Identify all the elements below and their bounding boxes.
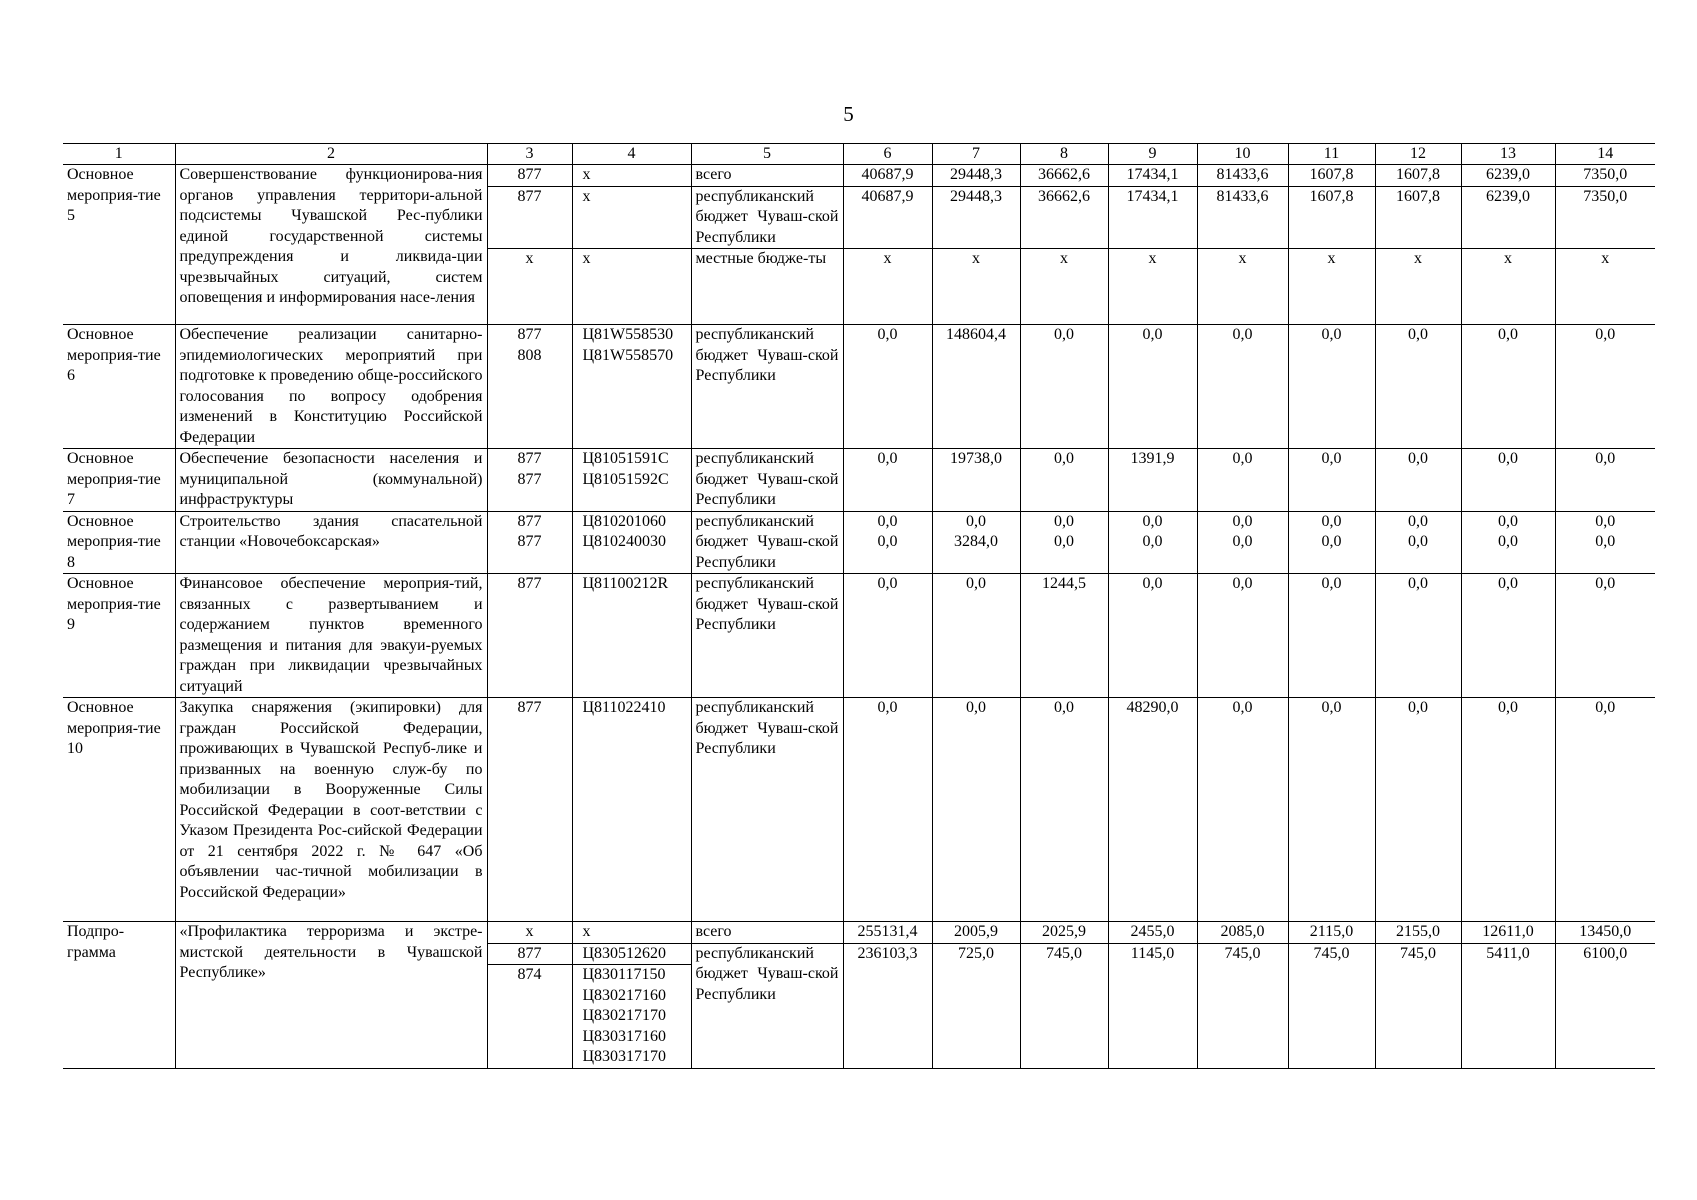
value-cell: x	[1375, 249, 1461, 325]
value-cell: 19738,0	[932, 449, 1020, 512]
value-cell: x	[1288, 249, 1375, 325]
table-row	[63, 449, 1655, 512]
budget-table	[63, 143, 1655, 1069]
header-cell: 1	[63, 144, 175, 165]
value-cell: 0,0	[1108, 325, 1197, 449]
header-cell: 12	[1375, 144, 1461, 165]
header-cell: 11	[1288, 144, 1375, 165]
value-cell: 0,0	[1020, 449, 1108, 512]
code-cell: 877 877	[487, 511, 572, 574]
table-row	[63, 922, 1655, 944]
code-cell: Ц811022410	[572, 698, 691, 922]
value-cell: 0,0	[1288, 325, 1375, 449]
value-cell: 0,0 0,0	[1020, 511, 1108, 574]
source-cell: республиканский бюджет Чуваш-ской Республики	[691, 186, 843, 249]
value-cell: 2155,0	[1375, 922, 1461, 944]
value-cell: 255131,4	[843, 922, 932, 944]
value-cell: x	[1197, 249, 1288, 325]
row-name: Совершенствование функционирова-ния органов управления территори-альной подсистемы Чувашской Рес-публики единой государственной системы предупреждения и ликвида-ции чрезвычайных ситуаций, систем оповещения и информирования насе-ления	[175, 165, 487, 325]
row-name: Закупка снаряжения (экипировки) для граждан Российской Федерации, проживающих в Чувашской Респуб-лике и призванных на военную служ-бу по мобилизации в Вооруженные Силы Российской Федерации в соот-ветствии с Указом Президента Рос-сийской Федерации от 21 сентября 2022 г. № 647 «Об объявлении час-тичной мобилизации в Российской Федерации»	[175, 698, 487, 922]
row-label: Основное мероприя-тие 5	[63, 165, 175, 325]
code-cell: 877 877	[487, 449, 572, 512]
value-cell: 0,0	[1461, 698, 1555, 922]
table-row	[63, 574, 1655, 698]
value-cell: 36662,6	[1020, 165, 1108, 187]
code-cell: x	[572, 165, 691, 187]
value-cell: 6239,0	[1461, 165, 1555, 187]
header-cell: 9	[1108, 144, 1197, 165]
row-name: Обеспечение реализации санитарно-эпидемиологических мероприятий при подготовке к проведению обще-российского голосования по вопросу одобрения изменений в Конституцию Российской Федерации	[175, 325, 487, 449]
value-cell: 2115,0	[1288, 922, 1375, 944]
value-cell: 0,0 0,0	[1197, 511, 1288, 574]
source-cell: республиканский бюджет Чуваш-ской Республики	[691, 511, 843, 574]
value-cell: 0,0	[1197, 698, 1288, 922]
code-cell: Ц830512620	[572, 943, 691, 965]
value-cell: 0,0	[1375, 449, 1461, 512]
value-cell: 0,0 0,0	[1375, 511, 1461, 574]
value-cell: 1244,5	[1020, 574, 1108, 698]
value-cell: 0,0	[932, 698, 1020, 922]
header-cell: 13	[1461, 144, 1555, 165]
value-cell: 40687,9	[843, 165, 932, 187]
value-cell: 745,0	[1288, 943, 1375, 1068]
value-cell: 1607,8	[1375, 186, 1461, 249]
value-cell: 0,0	[1555, 698, 1655, 922]
value-cell: 0,0	[1555, 325, 1655, 449]
table-row	[63, 698, 1655, 922]
value-cell: 6100,0	[1555, 943, 1655, 1068]
source-cell: республиканский бюджет Чуваш-ской Республики	[691, 698, 843, 922]
value-cell: 0,0 0,0	[843, 511, 932, 574]
value-cell: 148604,4	[932, 325, 1020, 449]
row-name: Строительство здания спасательной станции «Новочебоксарская»	[175, 511, 487, 574]
value-cell: x	[1461, 249, 1555, 325]
header-cell: 7	[932, 144, 1020, 165]
value-cell: 17434,1	[1108, 165, 1197, 187]
code-cell: Ц81W558530 Ц81W558570	[572, 325, 691, 449]
value-cell: 1391,9	[1108, 449, 1197, 512]
value-cell: 0,0	[1461, 574, 1555, 698]
source-cell: республиканский бюджет Чуваш-ской Республики	[691, 943, 843, 1068]
value-cell: 12611,0	[1461, 922, 1555, 944]
source-cell: всего	[691, 922, 843, 944]
code-cell: x	[487, 249, 572, 325]
value-cell: 0,0	[1288, 449, 1375, 512]
table-row	[63, 325, 1655, 449]
header-cell: 10	[1197, 144, 1288, 165]
value-cell: 0,0	[1375, 698, 1461, 922]
value-cell: 0,0	[1108, 574, 1197, 698]
header-cell: 8	[1020, 144, 1108, 165]
value-cell: 0,0	[1375, 574, 1461, 698]
header-cell: 2	[175, 144, 487, 165]
row-label: Основное мероприя-тие 9	[63, 574, 175, 698]
code-cell: Ц810201060 Ц810240030	[572, 511, 691, 574]
source-cell: республиканский бюджет Чуваш-ской Республики	[691, 449, 843, 512]
value-cell: 0,0	[843, 449, 932, 512]
code-cell: x	[487, 922, 572, 944]
value-cell: 1145,0	[1108, 943, 1197, 1068]
code-cell: Ц81100212R	[572, 574, 691, 698]
row-name: Финансовое обеспечение мероприя-тий, связанных с развертыванием и содержанием пунктов временного размещения и питания для эвакуи-руемых граждан при ликвидации чрезвычайных ситуаций	[175, 574, 487, 698]
value-cell: 745,0	[1375, 943, 1461, 1068]
value-cell: 81433,6	[1197, 165, 1288, 187]
value-cell: 0,0	[843, 574, 932, 698]
header-cell: 4	[572, 144, 691, 165]
header-row	[63, 144, 1655, 165]
value-cell: 745,0	[1197, 943, 1288, 1068]
value-cell: 13450,0	[1555, 922, 1655, 944]
value-cell: 745,0	[1020, 943, 1108, 1068]
value-cell: x	[1020, 249, 1108, 325]
value-cell: 29448,3	[932, 186, 1020, 249]
row-label: Основное мероприя-тие 10	[63, 698, 175, 922]
code-cell: Ц830117150 Ц830217160 Ц830217170 Ц830317160 Ц830317170	[572, 965, 691, 1069]
row-name: «Профилактика терроризма и экстре-мистской деятельности в Чувашской Республике»	[175, 922, 487, 1069]
value-cell: 0,0 0,0	[1108, 511, 1197, 574]
value-cell: x	[843, 249, 932, 325]
header-cell: 6	[843, 144, 932, 165]
code-cell: 877	[487, 698, 572, 922]
value-cell: 0,0	[932, 574, 1020, 698]
value-cell: 2005,9	[932, 922, 1020, 944]
value-cell: 17434,1	[1108, 186, 1197, 249]
header-cell: 3	[487, 144, 572, 165]
value-cell: 7350,0	[1555, 165, 1655, 187]
value-cell: 0,0	[1197, 325, 1288, 449]
table-row	[63, 165, 1655, 187]
value-cell: 0,0	[843, 325, 932, 449]
value-cell: 48290,0	[1108, 698, 1197, 922]
code-cell: x	[572, 249, 691, 325]
value-cell: 2455,0	[1108, 922, 1197, 944]
row-name: Обеспечение безопасности населения и муниципальной (коммунальной) инфраструктуры	[175, 449, 487, 512]
source-cell: местные бюдже-ты	[691, 249, 843, 325]
value-cell: 81433,6	[1197, 186, 1288, 249]
value-cell: 1607,8	[1288, 165, 1375, 187]
row-label: Основное мероприя-тие 7	[63, 449, 175, 512]
value-cell: 0,0 3284,0	[932, 511, 1020, 574]
code-cell: 877	[487, 165, 572, 187]
value-cell: 0,0 0,0	[1461, 511, 1555, 574]
source-cell: всего	[691, 165, 843, 187]
value-cell: 725,0	[932, 943, 1020, 1068]
code-cell: 877	[487, 186, 572, 249]
value-cell: 1607,8	[1288, 186, 1375, 249]
value-cell: 2085,0	[1197, 922, 1288, 944]
value-cell: x	[932, 249, 1020, 325]
value-cell: 1607,8	[1375, 165, 1461, 187]
value-cell: 0,0	[1020, 698, 1108, 922]
header-cell: 14	[1555, 144, 1655, 165]
value-cell: x	[1555, 249, 1655, 325]
source-cell: республиканский бюджет Чуваш-ской Республики	[691, 574, 843, 698]
value-cell: 0,0	[1375, 325, 1461, 449]
value-cell: 0,0	[1197, 574, 1288, 698]
header-cell: 5	[691, 144, 843, 165]
code-cell: 877 808	[487, 325, 572, 449]
value-cell: 0,0	[1288, 698, 1375, 922]
value-cell: 0,0	[1555, 449, 1655, 512]
code-cell: x	[572, 186, 691, 249]
value-cell: 40687,9	[843, 186, 932, 249]
value-cell: 6239,0	[1461, 186, 1555, 249]
row-label: Основное мероприя-тие 8	[63, 511, 175, 574]
row-label: Основное мероприя-тие 6	[63, 325, 175, 449]
value-cell: 2025,9	[1020, 922, 1108, 944]
code-cell: x	[572, 922, 691, 944]
value-cell: 0,0	[1461, 325, 1555, 449]
value-cell: 36662,6	[1020, 186, 1108, 249]
value-cell: 29448,3	[932, 165, 1020, 187]
value-cell: 7350,0	[1555, 186, 1655, 249]
page-number: 5	[843, 102, 854, 126]
code-cell: 877	[487, 574, 572, 698]
table-row	[63, 511, 1655, 574]
row-label: Подпро-грамма	[63, 922, 175, 1069]
value-cell: 0,0	[1197, 449, 1288, 512]
source-cell: республиканский бюджет Чуваш-ской Республики	[691, 325, 843, 449]
code-cell: Ц81051591С Ц81051592С	[572, 449, 691, 512]
value-cell: x	[1108, 249, 1197, 325]
code-cell: 877	[487, 943, 572, 965]
value-cell: 0,0	[1288, 574, 1375, 698]
value-cell: 236103,3	[843, 943, 932, 1068]
value-cell: 5411,0	[1461, 943, 1555, 1068]
value-cell: 0,0	[1020, 325, 1108, 449]
value-cell: 0,0 0,0	[1288, 511, 1375, 574]
value-cell: 0,0 0,0	[1555, 511, 1655, 574]
value-cell: 0,0	[1555, 574, 1655, 698]
code-cell: 874	[487, 965, 572, 1069]
value-cell: 0,0	[1461, 449, 1555, 512]
value-cell: 0,0	[843, 698, 932, 922]
